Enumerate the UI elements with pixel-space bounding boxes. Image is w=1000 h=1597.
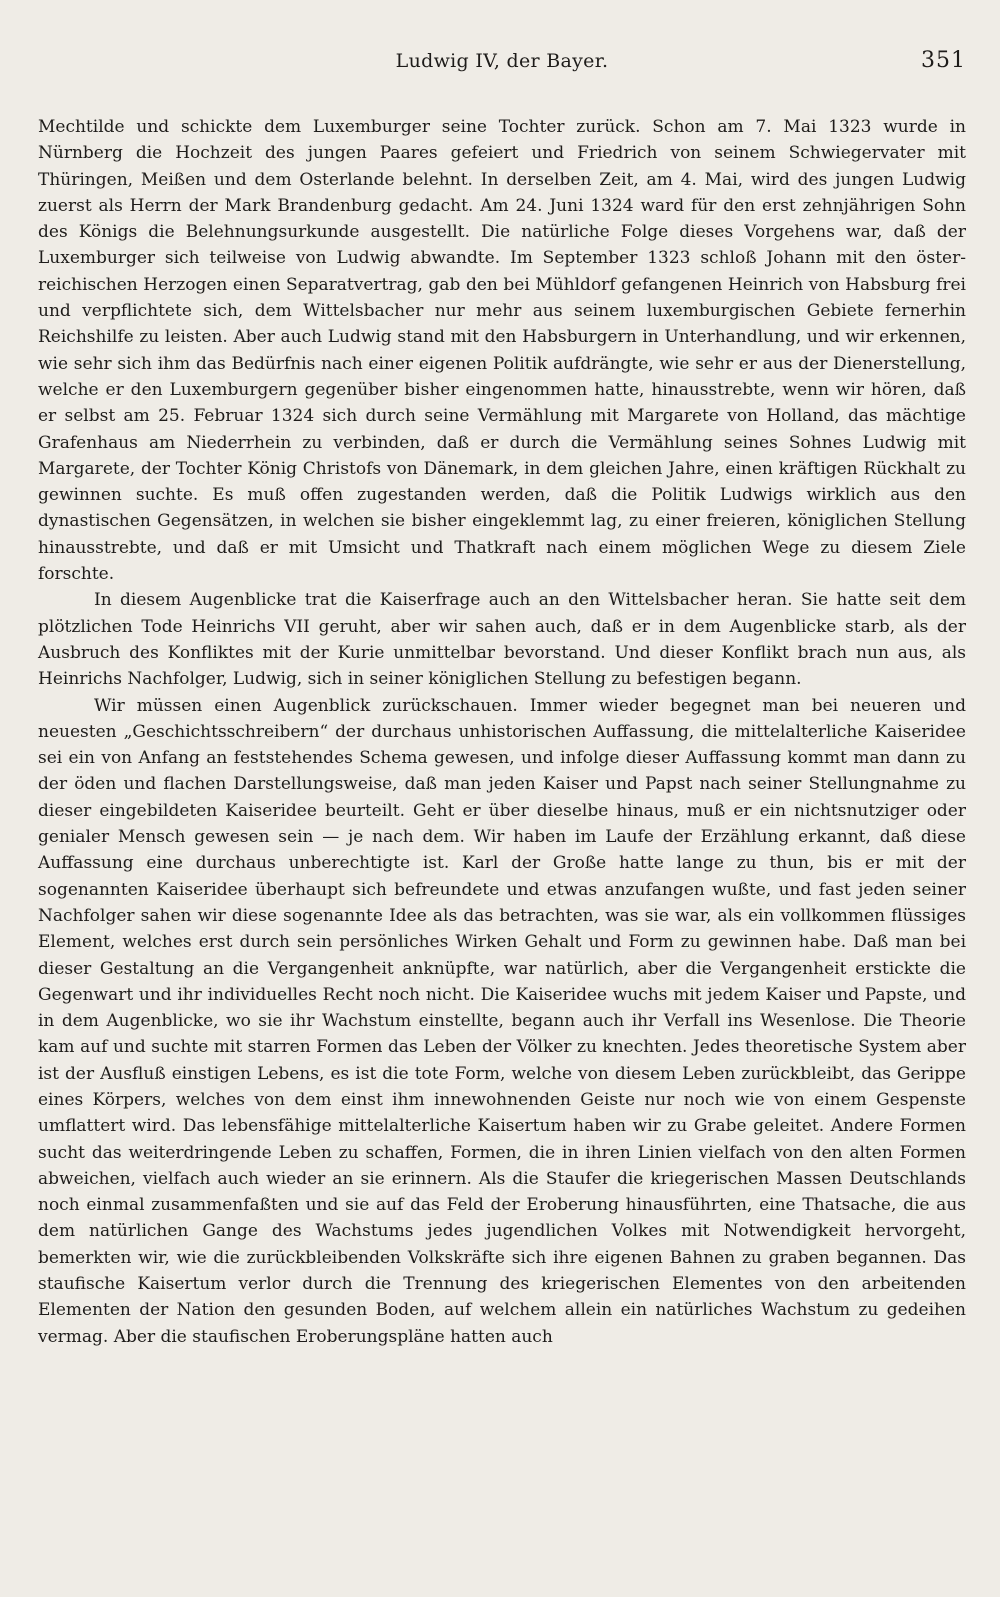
- running-title: Ludwig IV, der Bayer.: [395, 50, 609, 72]
- page-number: 351: [921, 48, 966, 73]
- paragraph: Mechtilde und schickte dem Luxemburger seine Tochter zurück. Schon am 7. Mai 1323 wurde in Nürnberg die Hochzeit des jungen Paares gefeiert und Friedrich von seinem Schwiegervater mit Thüringen, Meißen und dem Osterlande belehnt. In derselben Zeit, am 4. Mai, wird des jungen Ludwig zuerst als Herrn der Mark Brandenburg gedacht. Am 24. Juni 1324 ward für den erst zehnjährigen Sohn des Königs die Belehnungsurkunde ausgestellt. Die natürliche Folge dieses Vorgehens war, daß der Luxemburger sich teilweise von Ludwig abwandte. Im September 1323 schloß Johann mit den österreichischen Herzogen einen Separatvertrag, gab den bei Mühldorf gefangenen Heinrich von Habsburg frei und verpflichtete sich, dem Wittelsbacher nur mehr aus seinem luxemburgischen Gebiete fernerhin Reichshilfe zu leisten. Aber auch Ludwig stand mit den Habsburgern in Unterhandlung, und wir erkennen, wie sehr sich ihm das Bedürfnis nach einer eigenen Politik aufdrängte, wie sehr er aus der Dienerstellung, welche er den Luxemburgern gegenüber bisher eingenommen hatte, hinausstrebte, wenn wir hören, daß er selbst am 25. Februar 1324 sich durch seine Vermählung mit Margarete von Holland, das mächtige Grafenhaus am Niederrhein zu verbinden, daß er durch die Vermählung seines Sohnes Ludwig mit Margarete, der Tochter König Christofs von Dänemark, in dem gleichen Jahre, einen kräftigen Rückhalt zu gewinnen suchte. Es muß offen zugestanden werden, daß die Politik Ludwigs wirklich aus den dynastischen Gegensätzen, in welchen sie bisher eingeklemmt lag, zu einer freieren, königlichen Stellung hinausstrebte, und daß er mit Umsicht und Thatkraft nach einem möglichen Wege zu diesem Ziele forschte.: [38, 117, 966, 585]
- running-head: [38, 44, 966, 84]
- paragraph: Wir müssen einen Augenblick zurückschauen. Immer wieder begegnet man bei neueren und neuesten „Geschichtsschreibern“ der durchaus unhistorischen Auffassung, die mittelalterliche Kaiseridee sei ein von Anfang an feststehendes Schema gewesen, und infolge dieser Auffassung kommt man dann zu der öden und flachen Darstellungsweise, daß man jeden Kaiser und Papst nach seiner Stellungnahme zu dieser eingebildeten Kaiseridee beurteilt. Geht er über dieselbe hinaus, muß er ein nichtsnutziger oder genialer Mensch gewesen sein — je nach dem. Wir haben im Laufe der Erzählung erkannt, daß diese Auffassung eine durchaus unberechtigte ist. Karl der Große hatte lange zu thun, bis er mit der sogenannten Kaiseridee überhaupt sich befreundete und etwas anzufangen wußte, und fast jeden seiner Nachfolger sahen wir diese sogenannte Idee als das betrachten, was sie war, als ein vollkommen flüssiges Element, welches erst durch sein persönliches Wirken Gehalt und Form zu gewinnen habe. Daß man bei dieser Gestaltung an die Vergangenheit anknüpfte, war natürlich, aber die Vergangenheit erstickte die Gegenwart und ihr individuelles Recht noch nicht. Die Kaiseridee wuchs mit jedem Kaiser und Papste, und in dem Augenblicke, wo sie ihr Wachstum einstellte, begann auch ihr Verfall ins Wesenlose. Die Theorie kam auf und suchte mit starren Formen das Leben der Völker zu knechten. Jedes theoretische System aber ist der Ausfluß einstigen Lebens, es ist die tote Form, welche von diesem Leben zurückbleibt, das Gerippe eines Körpers, welches von dem einst ihm innewohnenden Geiste nur noch wie von einem Gespenste umflattert wird. Das lebensfähige mittelalterliche Kaisertum haben wir zu Grabe geleitet. Andere Formen sucht das weiterdringende Leben zu schaffen, Formen, die in ihren Linien vielfach von den alten Formen abweichen, vielfach auch wieder an sie erinnern. Als die Staufer die kriegerischen Massen Deutschlands noch einmal zusammenfaßten und sie auf das Feld der Eroberung hinausführten, eine Thatsache, die aus dem natürlichen Gange des Wachstums jedes jugendlichen Volkes mit Notwendigkeit hervorgeht, bemerkten wir, wie die zurückbleibenden Volkskräfte sich ihre eigenen Bahnen zu graben begannen. Das staufische Kaisertum verlor durch die Trennung des kriegerischen Elementes von den arbeitenden Elementen der Nation den gesunden Boden, auf welchem allein ein natürliches Wachstum zu gedeihen vermag. Aber die staufischen Eroberungspläne hatten auch: [38, 695, 966, 1347]
- body-text: [38, 114, 966, 1350]
- paragraph: In diesem Augenblicke trat die Kaiserfrage auch an den Wittelsbacher heran. Sie hatte seit dem plötzlichen Tode Heinrichs VII geruht, aber wir sahen auch, daß er in dem Augenblicke starb, als der Ausbruch des Konfliktes mit der Kurie unmittelbar bevorstand. Und dieser Konflikt brach nun aus, als Heinrichs Nachfolger, Ludwig, sich in seiner königlichen Stellung zu befestigen begann.: [38, 590, 966, 690]
